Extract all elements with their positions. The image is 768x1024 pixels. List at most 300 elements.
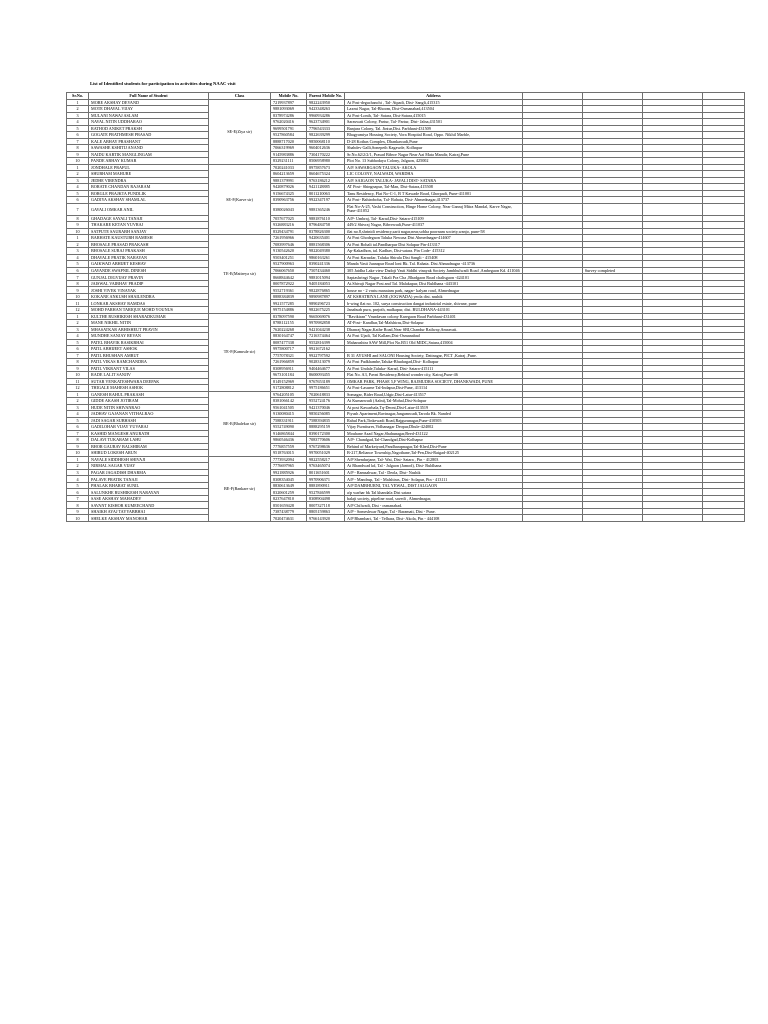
cell-name: BHOR GAURAV BALSHIRAM (89, 443, 209, 450)
cell-srno: 4 (67, 333, 89, 340)
cell-mobile: 7020474631 (271, 515, 307, 522)
cell-mobile: 9975154886 (271, 306, 307, 313)
cell-mobile: 9921885926 (271, 469, 307, 476)
cell-address: B-217,Reliance Township,Nagothane,Tal-Pen,Dist-Raigad-402125 (345, 450, 523, 457)
cell-address: A/P- Umbraj, Tal- Karad,Dist- Satara-415109 (345, 215, 523, 222)
cell-srno: 2 (67, 398, 89, 405)
cell-name: GAVALI OMKAR ANIL (89, 203, 209, 215)
cell-srno: 8 (67, 359, 89, 366)
cell-name: SHELKE AKSHAY MANOHAR (89, 515, 209, 522)
cell-parent-mobile: 9421370046 (307, 404, 345, 411)
cell-class: SE-E(Ziya sir) (209, 99, 271, 164)
cell-srno: 9 (67, 151, 89, 158)
cell-parent-mobile: 9970906371 (307, 476, 345, 483)
cell-address: At Post Ghodegaon Taluka Newasa Dist Ahmednagar-414607 (345, 235, 523, 242)
cell-mobile: 7020241033 (271, 164, 307, 171)
cell-srno: 12 (67, 306, 89, 313)
cell-mobile: 8237647810 (271, 495, 307, 502)
cell-name: DHAVALE PRATIK NARAYAN (89, 254, 209, 261)
cell-parent-mobile: 9975186651 (307, 385, 345, 392)
cell-address: At Post Undale,Taluka- Karad, Dist- Satara-415111 (345, 365, 523, 372)
cell-name: BHOSALE SURAJ PRAKASH (89, 248, 209, 255)
cell-mobile: 7757078321 (271, 352, 307, 359)
cell-mobile: 7776697965 (271, 463, 307, 470)
cell-parent-mobile: 8506958980 (307, 158, 345, 165)
header-srno: Sr.No. (67, 93, 89, 100)
cell-address: Manda Vasti Juanapur Road loni Bk. Tal. Rahata. Dist Ahmadnagar -413736 (345, 261, 523, 268)
cell-parent-mobile: 9822558217 (307, 456, 345, 463)
cell-mobile: 9518763015 (271, 450, 307, 457)
cell-blank (522, 203, 582, 215)
cell-name: PATIL VIKAS RAMCHANDRA (89, 359, 209, 366)
cell-parent-mobile: 8888295159 (307, 424, 345, 431)
cell-parent-mobile: 8796484758 (307, 222, 345, 229)
cell-name: GADILOHAR VIJAY YUVARAJ (89, 424, 209, 431)
cell-parent-mobile: 9960934286 (307, 112, 345, 119)
cell-address: Flat No-A-25, Vashi Construction, Hinge Home Colony, Near Ganraj Mitra Mandal, Karve Nagar, Pune-411052 (345, 203, 523, 215)
cell-address: A/P DAMBHURNI, TAL YEWAL, DIST JALGAON (345, 482, 523, 489)
cell-parent-mobile: 9881876110 (307, 215, 345, 222)
cell-address: a/p warhar bk Tal khandala Dist satara (345, 489, 523, 496)
cell-name: BORGLE PRAJKTA PUNDLIK (89, 190, 209, 197)
cell-address: At.Shivaji Nagar Post and Tal. Malakapur, Dist Buldhana -443101 (345, 280, 523, 287)
cell-mobile: 9503401251 (271, 254, 307, 261)
cell-address: Sr.No.62/2/2/1, Prasad Bibwe Nagar Near Aai Mata Mandir, Katraj,Pune (345, 151, 523, 158)
cell-mobile: 9527860584 (271, 132, 307, 139)
cell-parent-mobile: 9604012636 (307, 145, 345, 152)
cell-mobile: 8329434791 (271, 228, 307, 235)
cell-parent-mobile: 9028313079 (307, 359, 345, 366)
cell-blank (642, 203, 702, 215)
cell-parent-mobile: 9763465074 (307, 463, 345, 470)
cell-mobile: 7773932094 (271, 456, 307, 463)
cell-parent-mobile: 9970982858 (307, 320, 345, 327)
header-mobile: Mobile No. (271, 93, 307, 100)
cell-name: MUNDHE SANJAY REVAN (89, 333, 209, 340)
cell-mobile: 9762020416 (271, 119, 307, 126)
cell-name: PATIL VIKRANT VILAS (89, 365, 209, 372)
cell-srno: 1 (67, 456, 89, 463)
cell-srno: 6 (67, 424, 89, 431)
cell-mobile: 9552719361 (271, 287, 307, 294)
table-row (67, 203, 745, 215)
cell-parent-mobile: 9970051029 (307, 450, 345, 457)
cell-mobile: 7261966859 (271, 359, 307, 366)
cell-parent-mobile: 9766143920 (307, 515, 345, 522)
cell-name: KOKANE ANKUSH SHAILENDRA (89, 293, 209, 300)
cell-address: Plot No. 13 Subhodaya Colony, Jalgaon, 425002 (345, 158, 523, 165)
cell-srno: 3 (67, 326, 89, 333)
cell-srno: 5 (67, 482, 89, 489)
cell-mobile: 9326883216 (271, 222, 307, 229)
cell-srno: 10 (67, 228, 89, 235)
cell-srno: 9 (67, 365, 89, 372)
cell-srno: 1 (67, 391, 89, 398)
cell-mobile: 8668844642 (271, 274, 307, 281)
cell-srno: 8 (67, 145, 89, 152)
cell-parent-mobile: 9922347197 (307, 197, 345, 204)
cell-name: JONDHALE PRAFUL (89, 164, 209, 171)
cell-srno: 8 (67, 280, 89, 287)
cell-address: At Post Bohali tal.Pandharpur Dist Solapur Pin-413317 (345, 241, 523, 248)
cell-name: SHAIKH AYAJ TAYYABBHAI (89, 508, 209, 515)
cell-parent-mobile: 8604675324 (307, 171, 345, 178)
cell-parent-mobile: 9881015094 (307, 274, 345, 281)
cell-srno: 7 (67, 352, 89, 359)
cell-srno: 2 (67, 320, 89, 327)
table-body (67, 99, 745, 521)
cell-name: PALAVE PRATIK TANAJI (89, 476, 209, 483)
cell-mobile: 8390963756 (271, 197, 307, 204)
cell-name: JADHAV GAJANAN VITHALRAO (89, 411, 209, 418)
cell-address: 449/2 Shivraj Nagar, Bibvewadi,Pune-411037 (345, 222, 523, 229)
cell-address: A/P. SAIGAON TALUKA- JAVALI DIST- SATARA (345, 177, 523, 184)
cell-address: "Ravikiran" Vrundavan colony Karegaon Road Parbhani-431401 (345, 313, 523, 320)
cell-name: GAVANDE SWAPNIL DINESH (89, 267, 209, 274)
cell-parent-mobile: 9421128885 (307, 184, 345, 191)
cell-mobile: 8604213659 (271, 171, 307, 178)
cell-srno: 3 (67, 404, 89, 411)
cell-srno: 7 (67, 274, 89, 281)
cell-srno: 8 (67, 215, 89, 222)
cell-srno: 4 (67, 184, 89, 191)
cell-name: MOTE DHAVAL VIJAY (89, 106, 209, 113)
cell-parent-mobile: 8011651601 (307, 469, 345, 476)
cell-address: b-wing flat no. 102, surya construction dangat industrial estate, shivane, pune (345, 300, 523, 307)
cell-blank (642, 515, 702, 522)
cell-srno: 9 (67, 443, 89, 450)
cell-srno: 5 (67, 417, 89, 424)
cell-mobile: 7261956966 (271, 235, 307, 242)
table-row (67, 515, 745, 522)
cell-name: JOSHI VIVEK VINAYAK (89, 287, 209, 294)
cell-name: GOGATE PRATHMESH PRASAD (89, 132, 209, 139)
cell-parent-mobile: 9552816399 (307, 339, 345, 346)
cell-srno: 10 (67, 372, 89, 379)
cell-address: Ap-Kakadhon, tal. Kadhav, Dist-satara. Pin Code- 415312 (345, 248, 523, 255)
cell-mobile: 9172808812 (271, 385, 307, 392)
cell-name: BHOSALE PRASAD PRAKASH (89, 241, 209, 248)
cell-srno: 10 (67, 450, 89, 457)
cell-parent-mobile: 7588394835 (307, 417, 345, 424)
cell-mobile: 8087477338 (271, 339, 307, 346)
cell-parent-mobile: 9822639299 (307, 132, 345, 139)
cell-name: HUDE NITIN SHIVANRAO (89, 404, 209, 411)
cell-parent-mobile: 9404464677 (307, 365, 345, 372)
cell-mobile: 7083997646 (271, 241, 307, 248)
cell-srno: 3 (67, 177, 89, 184)
cell-address: At Post Ujadi, Tal Kallam,Dist-Osmanabad (345, 333, 523, 340)
cell-name: PATIL BHUSHAN AMRUT (89, 352, 209, 359)
cell-class: TE-F(Kamrule sir) (209, 313, 271, 391)
cell-srno: 8 (67, 437, 89, 444)
cell-address: Dhanraj Nagar,Kathe Road,Near SBI,Chandur Railway,Amravati. (345, 326, 523, 333)
cell-srno: 6 (67, 132, 89, 139)
cell-name: PAGAR JAGADISH DHARMA (89, 469, 209, 476)
cell-name: JADI SAGAR SUBHASH (89, 417, 209, 424)
cell-address: Vijay Furnitures,Vidhanagar Deopur,Dhule-424002 (345, 424, 523, 431)
cell-address: At Post-Lonth, Tal- Satara, Dist-Satara,415015 (345, 112, 523, 119)
header-class: Class (209, 93, 271, 100)
cell-name: JAISWAL VAIBHAV PRADIP (89, 280, 209, 287)
cell-srno: 6 (67, 346, 89, 353)
cell-parent-mobile: 9665069076 (307, 313, 345, 320)
cell-name: KULTHE RUSHIKESH SHARADKUMAR (89, 313, 209, 320)
cell-mobile: 7219937897 (271, 99, 307, 106)
cell-parent-mobile: 9922797592 (307, 352, 345, 359)
cell-srno: 9 (67, 287, 89, 294)
cell-srno: 5 (67, 339, 89, 346)
cell-name: SHIRUD LOKESH ARUN (89, 450, 209, 457)
cell-parent-mobile: 9423348263 (307, 106, 345, 113)
cell-parent-mobile: 8390172300 (307, 430, 345, 437)
cell-mobile: 7588331911 (271, 417, 307, 424)
cell-mobile: 8007872922 (271, 280, 307, 287)
cell-parent-mobile: 9763186212 (307, 177, 345, 184)
cell-parent-mobile: 9822675225 (307, 306, 345, 313)
cell-srno: 10 (67, 293, 89, 300)
cell-address: Somagar, Bider Road,Udgir,Dist-Latur-413517 (345, 391, 523, 398)
cell-srno: 10 (67, 515, 89, 522)
header-name: Full Name of Student (89, 93, 209, 100)
cell-address: Shahdev Galli,Sonepeth Kagawde, Kolhapur (345, 145, 523, 152)
cell-srno: 10 (67, 158, 89, 165)
cell-parent-mobile: 7216374464 (307, 333, 345, 340)
cell-blank (582, 515, 642, 522)
header-address: Address (345, 93, 523, 100)
cell-srno: 6 (67, 267, 89, 274)
cell-mobile: 7620224268 (271, 326, 307, 333)
cell-name: GHADAGE SAYALI TANAJI (89, 215, 209, 222)
header-parent-mobile: Parent Mobile No. (307, 93, 345, 100)
cell-name: THAKARE KETAN YUVRAJ (89, 222, 209, 229)
cell-address: Tanu Residency, Flat No-C-1, B T Kawade Road, Ghorpadi, Pune-411001 (345, 190, 523, 197)
cell-class: SE-F(Karve sir) (209, 164, 271, 235)
cell-address: A/P. SAWARGAON TALUKA- AKOLA (345, 164, 523, 171)
cell-address: At post Kawarhala,Tq-Deoni,Dist-Latur-413519 (345, 404, 523, 411)
cell-srno: 1 (67, 235, 89, 242)
cell-name: PHALAK BHARAT SUNIL (89, 482, 209, 489)
cell-name: SATPUTE SAURABH SANJAY (89, 228, 209, 235)
cell-mobile: 7776857559 (271, 443, 307, 450)
cell-address: LIC COLONY, NALWADI, WARDHA (345, 171, 523, 178)
cell-parent-mobile: 8308904498 (307, 495, 345, 502)
cell-mobile: 8308354045 (271, 476, 307, 483)
cell-name: NAVAL NITIN UDDHARAO (89, 119, 209, 126)
cell-mobile: 8381066142 (271, 398, 307, 405)
cell-mobile: 9130080415 (271, 411, 307, 418)
cell-parent-mobile: 9421044238 (307, 326, 345, 333)
cell-name: KASHID MANGESH ANURATH (89, 430, 209, 437)
cell-srno: 3 (67, 248, 89, 255)
cell-mobile: 9975800717 (271, 346, 307, 353)
cell-class: BE-F(Bankare sir) (209, 456, 271, 521)
cell-address: At Post-Lasurne Tal-Indapur,Dist-Pune, 413114 (345, 385, 523, 392)
cell-parent-mobile: 9527846599 (307, 489, 345, 496)
cell-mobile: 9881379991 (271, 177, 307, 184)
cell-srno: 5 (67, 261, 89, 268)
cell-name: SAVANT KISHOR KUMEECHAND (89, 502, 209, 509)
cell-mobile: 7057677025 (271, 215, 307, 222)
cell-mobile: 8888717020 (271, 138, 307, 145)
cell-parent-mobile: 8007327118 (307, 502, 345, 509)
cell-srno: 9 (67, 508, 89, 515)
cell-srno: 6 (67, 197, 89, 204)
cell-srno: 11 (67, 300, 89, 307)
cell-parent-mobile: 9850068110 (307, 138, 345, 145)
cell-srno: 1 (67, 164, 89, 171)
cell-address: A/P - Someshwar Nagar, Tal - Baramati, Dist - Pune. (345, 508, 523, 515)
cell-parent-mobile: 9881365246 (307, 203, 345, 215)
cell-parent-mobile: 8011210063 (307, 190, 345, 197)
cell-mobile: 8888384839 (271, 293, 307, 300)
cell-parent-mobile: 9850256085 (307, 411, 345, 418)
cell-address: D-28 Kothas Complex, Dhankawadi,Pune (345, 138, 523, 145)
cell-parent-mobile: 7083770606 (307, 437, 345, 444)
cell-address: At Kumarwadi (Aalni),Tal-Mohal,Dist-Solapur (345, 398, 523, 405)
cell-address: Maharashtra SAW Mill,Plot No.B51 Old MIDC,Satara,415004 (345, 339, 523, 346)
cell-parent-mobile: 8881568306 (307, 241, 345, 248)
cell-mobile: 8378974286 (271, 112, 307, 119)
cell-srno: 4 (67, 254, 89, 261)
cell-parent-mobile: 8390241336 (307, 261, 345, 268)
cell-parent-mobile: 8975857673 (307, 164, 345, 171)
cell-name: RATHOD ANIKET PRAKSH (89, 125, 209, 132)
cell-address: 305 Jaidha Lake view Dadoji Vasti Siddhi vinayak Society Jambhulwadi Road ,Ambegaon Kd. 411046 (345, 267, 523, 274)
cell-name: SUTAR VENKATESHWARA DEEPAK (89, 378, 209, 385)
cell-parent-mobile: 9767653189 (307, 378, 345, 385)
cell-name: NIRMAL SAGAR VIJAY (89, 463, 209, 470)
cell-name: BORATE CHANDAN RAJARAM (89, 184, 209, 191)
cell-name: SHUBHAM MAHURE (89, 171, 209, 178)
cell-mobile: 7387438779 (271, 508, 307, 515)
cell-address: AT KSHATRIYA LANE (JOGWADA) yeola dist. nashik (345, 293, 523, 300)
cell-parent-mobile: 9822876865 (307, 287, 345, 294)
cell-mobile: 9420879026 (271, 184, 307, 191)
cell-mobile: 8329231111 (271, 158, 307, 165)
cell-address: Mouhane Azad Nagar,Shahunagar,Beed-431122 (345, 430, 523, 437)
cell-name: MORE AKSHAY DEVAND (89, 99, 209, 106)
cell-parent-mobile: 9890987897 (307, 293, 345, 300)
cell-address: At Post Padkhambe,Taluka-Bhudargad,Dist- Kolhapur (345, 359, 523, 366)
cell-address: Behind of Marketyard,Pandharapnagar,Tal-Khed,Dist-Pune (345, 443, 523, 450)
cell-mobile: 9561041505 (271, 404, 307, 411)
cell-name: THIGALE MAHESH ASHOK (89, 385, 209, 392)
cell-name: NAIDU KARTIK MANGLINGAM (89, 151, 209, 158)
cell-class: TE-E(Maitreya sir) (209, 235, 271, 313)
cell-name: SAWASHE KSHITIJ ANAND (89, 145, 209, 152)
cell-parent-mobile: 9822243950 (307, 99, 345, 106)
cell-address: Saraswati Colony, Partur, Tal- Partur, Dist- Jalna,431501 (345, 119, 523, 126)
cell-address: Bhagyamiya Housing Society, Vora Hospital Road, Oppo. Nikhil Marble, (345, 132, 523, 139)
cell-address: A/P Shendurjane, Tal- Wai, Dist- Satara , Pin - 412803 (345, 456, 523, 463)
cell-mobile: 9860546436 (271, 437, 307, 444)
cell-parent-mobile: 9420635401 (307, 235, 345, 242)
cell-name: GADIYA AKSHAY SHAMLAL (89, 197, 209, 204)
cell-parent-mobile: 9767298636 (307, 443, 345, 450)
cell-address: Rahul Park,Tinkewadi Road,Rajgurunagar,Pune-410505 (345, 417, 523, 424)
cell-parent-mobile: 7796543333 (307, 125, 345, 132)
cell-name: MHASATKAR ABHISHEUT PRAVIN (89, 326, 209, 333)
cell-mobile: 9146865844 (271, 430, 307, 437)
cell-address: Flat No. A3, Pavni Residency,Behind wonder city, Katraj,Pune-46 (345, 372, 523, 379)
cell-name: GAIKWAD ABHIJET KESHAV (89, 261, 209, 268)
cell-address: At Bhandwad kd, Tal - Jalgaon (Jamod), Dist- Buldhana (345, 463, 523, 470)
cell-blank (702, 203, 744, 215)
cell-srno: 5 (67, 125, 89, 132)
cell-mobile: 8830164747 (271, 333, 307, 340)
cell-srno: 3 (67, 469, 89, 476)
cell-name: DALAVI TUKARAM LAHU (89, 437, 209, 444)
cell-address: Piyush Apartment,Ravinagar,Jangamwadi,Taroda Bk. Nanded (345, 411, 523, 418)
cell-srno: 7 (67, 203, 89, 215)
cell-parent-mobile: 8805159863 (307, 508, 345, 515)
cell-parent-mobile: 8881890911 (307, 482, 345, 489)
cell-address: At Post Karasdar, Taluka Shirala Dist Sangli - 415408 (345, 254, 523, 261)
cell-class: BE-E(Bhalekar sir) (209, 391, 271, 456)
cell-srno: 6 (67, 489, 89, 496)
cell-address: AT Post- Shingnapur, Tal-Man, Dist-Satara,415508 (345, 184, 523, 191)
cell-srno: 7 (67, 495, 89, 502)
cell-name: RADE LALIT SANJIV (89, 372, 209, 379)
cell-name: KALE ABHAY PRASHANT (89, 138, 209, 145)
cell-name: GANESH RAHUL PRAKASH (89, 391, 209, 398)
cell-address: At Post- Bahiroboba, Tal- Rahata, Dist- Ahmednagar,413737 (345, 197, 523, 204)
cell-srno: 2 (67, 171, 89, 178)
cell-srno: 1 (67, 313, 89, 320)
cell-mobile: 7066067650 (271, 267, 307, 274)
cell-srno: 2 (67, 106, 89, 113)
cell-name: NAVALE SIDDHESH SHIVAJI (89, 456, 209, 463)
cell-mobile: 9764205105 (271, 391, 307, 398)
cell-address: AT-Post- Kandhar,Tal-Malshiras,Dist-Solapur (345, 320, 523, 327)
cell-address: OMKAR PARK, PHASE 5,F WING, RAJMUDRA SOCIETY, DHANKWADI, PUNE (345, 378, 523, 385)
cell-parent-mobile: 9623734901 (307, 119, 345, 126)
cell-address: A/P - Ramsahwar, Tal - Deola, Dist- Nashik (345, 469, 523, 476)
cell-srno: 2 (67, 463, 89, 470)
cell-name: PANDE ABHAY KUMAR (89, 158, 209, 165)
sheet-title: List of Identified students for participation in activities during NAAC visit (90, 81, 236, 86)
cell-mobile: 9699501791 (271, 125, 307, 132)
cell-address: A/P Bhambari, Tal - Telhara, Dist- Akola, Pin - 444108 (345, 515, 523, 522)
cell-name: GUNJAL DIGVIJAY PRAVIN (89, 274, 209, 281)
cell-name: PATIL ABHIJEET ASHOK (89, 346, 209, 353)
cell-address: At Post-degachanchi , Tal- Atpadi, Dist- Sangli,415315 (345, 99, 523, 106)
cell-name: LONKAR AKSHAY RAMDAS (89, 300, 209, 307)
cell-parent-mobile: 9552724176 (307, 398, 345, 405)
cell-mobile: 9145983886 (271, 151, 307, 158)
cell-srno: 9 (67, 222, 89, 229)
cell-mobile: 9527900963 (271, 261, 307, 268)
cell-mobile: 9552749090 (271, 424, 307, 431)
cell-address: flat no.8,shrinidi residency,sarit nagar,near,sobha poornam society,wanjo, pune-58 (345, 228, 523, 235)
cell-name: MANE NIKHIL NITIN (89, 320, 209, 327)
cell-mobile: 7066319969 (271, 145, 307, 152)
cell-name: PATEL BHAVIK RASIKBHAI (89, 339, 209, 346)
cell-mobile: 8380026043 (271, 203, 307, 215)
cell-name: BARHATE KAUSTUBH RAMESH (89, 235, 209, 242)
cell-address: A/P- Chandgad,Tal-Chandgad,Dist-Kolhapur (345, 437, 523, 444)
cell-mobile: 8320601259 (271, 489, 307, 496)
student-table (66, 92, 745, 522)
cell-address: A/P Chilwadi, Dist - osmanabad. (345, 502, 523, 509)
cell-srno: 7 (67, 138, 89, 145)
cell-blank (522, 515, 582, 522)
cell-address: Banjara Colony, Tal. Jintur,Dist. Parbhani-431509 (345, 125, 523, 132)
cell-blank (702, 515, 744, 522)
cell-srno: 7 (67, 430, 89, 437)
cell-address: balaji society, pipeline road, savedi , Ahmednagar, (345, 495, 523, 502)
